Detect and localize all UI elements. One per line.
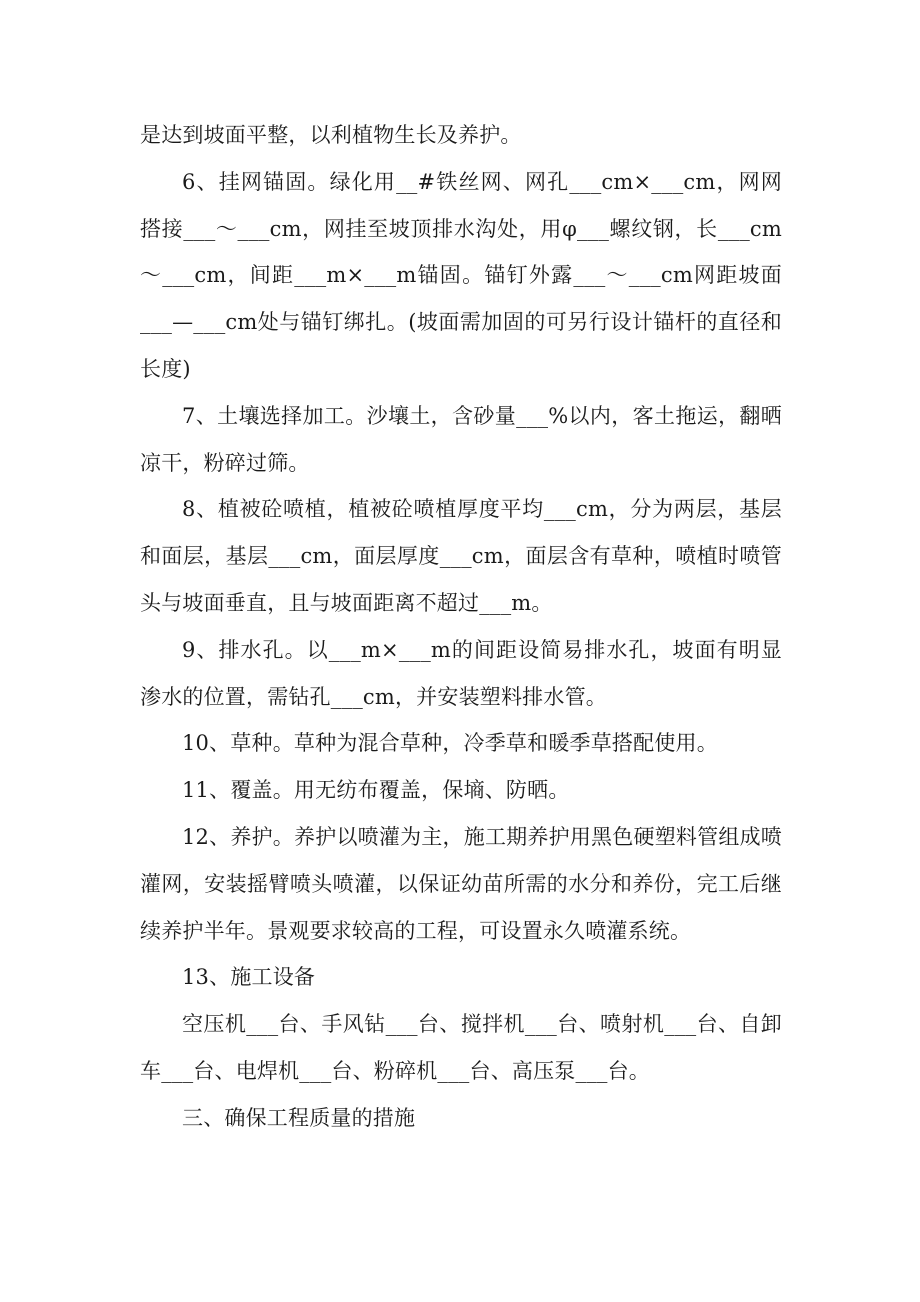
document-page (140, 112, 782, 1142)
section-heading-quality-measures: 三、确保工程质量的措施 (182, 1105, 416, 1130)
paragraph-item-7-soil-processing: 7、土壤选择加工。沙壤土，含砂量___%以内，客土拖运，翻晒凉干，粉碎过筛。 (140, 403, 782, 475)
paragraph-item-6-mesh-anchoring: 6、挂网锚固。绿化用__#铁丝网、网孔___cm×___cm，网网搭接___～___cm，网挂至坡顶排水沟处，用φ___螺纹钢，长___cm～___cm，间距___m×___m锚固。锚钉外露___～___cm网距坡面___—___cm处与锚钉绑扎。(坡面需加固的可另行设计锚杆的直径和长度) (140, 169, 782, 381)
paragraph-item-8-spray-planting: 8、植被砼喷植，植被砼喷植厚度平均___cm，分为两层，基层和面层，基层___cm，面层厚度___cm，面层含有草种，喷植时喷管头与坡面垂直，且与坡面距离不超过___m。 (140, 497, 782, 615)
paragraph-item-13-equipment-heading: 13、施工设备 (182, 965, 316, 990)
paragraph-continuation: 是达到坡面平整，以利植物生长及养护。 (140, 123, 522, 147)
paragraph-equipment-list: 空压机___台、手风钻___台、搅拌机___台、喷射机___台、自卸车___台、电焊机___台、粉碎机___台、高压泵___台。 (140, 1012, 782, 1083)
paragraph-item-11-covering: 11、覆盖。用无纺布覆盖，保墒、防晒。 (182, 778, 570, 803)
paragraph-item-12-maintenance: 12、养护。养护以喷灌为主，施工期养护用黑色硬塑料管组成喷灌网，安装摇臂喷头喷灌，以保证幼苗所需的水分和养份，完工后继续养护半年。景观要求较高的工程，可设置永久喷灌系统。 (140, 824, 782, 943)
paragraph-item-10-grass-seed: 10、草种。草种为混合草种，冷季草和暖季草搭配使用。 (182, 731, 718, 756)
paragraph-item-9-drainage-holes: 9、排水孔。以___m×___m的间距设简易排水孔，坡面有明显渗水的位置，需钻孔___cm，并安装塑料排水管。 (140, 637, 782, 709)
